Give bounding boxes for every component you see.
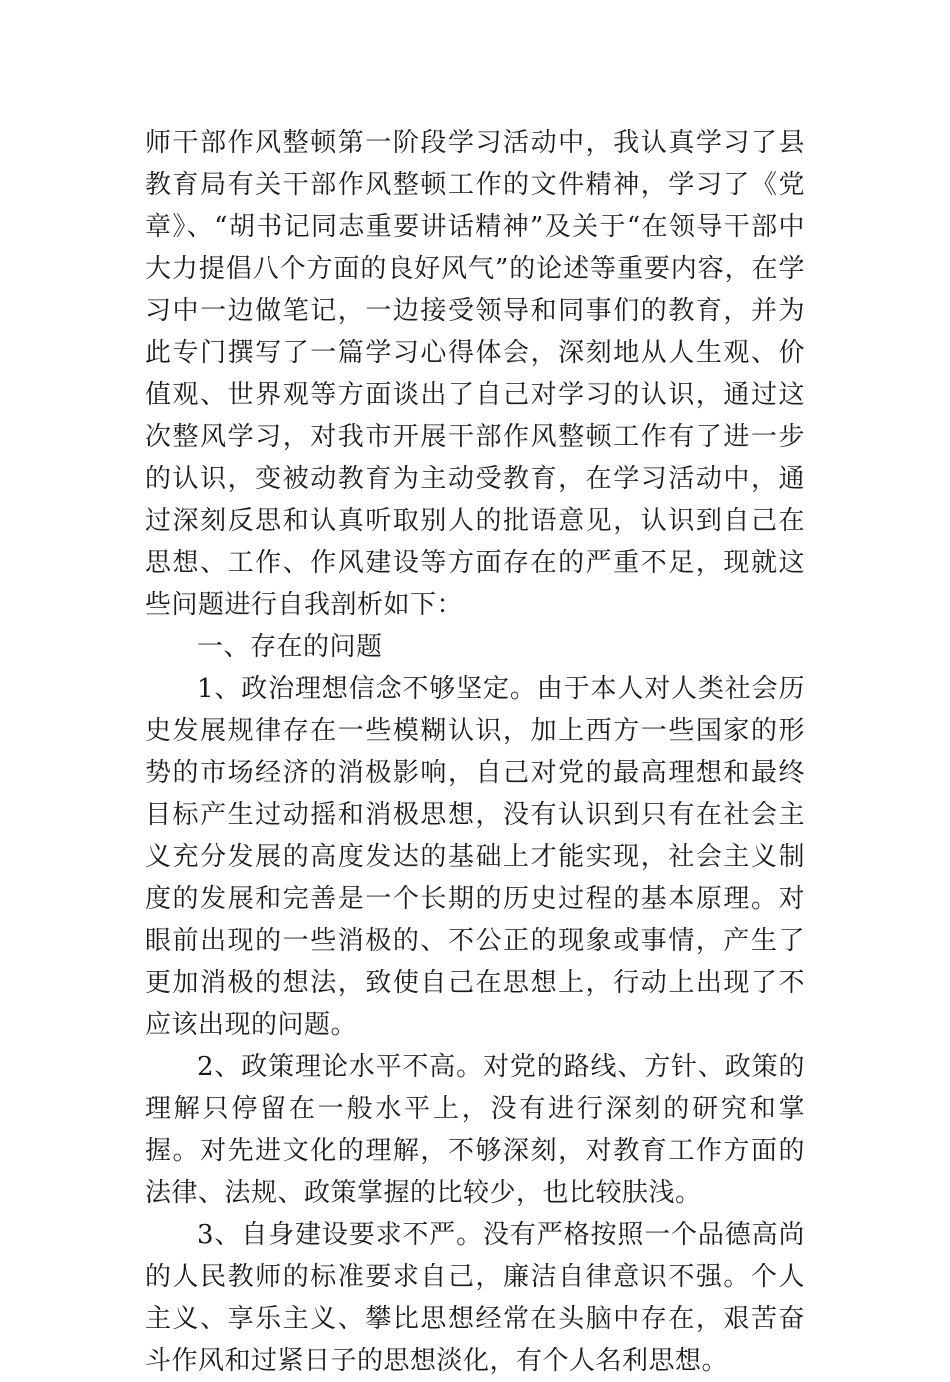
document-body (145, 122, 805, 1382)
paragraph-item-1: 1、政治理想信念不够坚定。由于本人对人类社会历史发展规律存在一些模糊认识，加上西方一些国家的形势的市场经济的消极影响，自己对党的最高理想和最终目标产生过动摇和消极思想，没有认识到只有在社会主义充分发展的高度发达的基础上才能实现，社会主义制度的发展和完善是一个长期的历史过程的基本原理。对眼前出现的一些消极的、不公正的现象或事情，产生了更加消极的想法，致使自己在思想上，行动上出现了不应该出现的问题。 (145, 674, 805, 1040)
paragraph-item-3: 3、自身建设要求不严。没有严格按照一个品德高尚的人民教师的标准要求自己，廉洁自律意识不强。个人主义、享乐主义、攀比思想经常在头脑中存在，艰苦奋斗作风和过紧日子的思想淡化，有个人名利思想。 (145, 1220, 805, 1376)
section-heading-problems: 一、存在的问题 (197, 632, 383, 662)
paragraph-item-2: 2、政策理论水平不高。对党的路线、方针、政策的理解只停留在一般水平上，没有进行深刻的研究和掌握。对先进文化的理解，不够深刻，对教育工作方面的法律、法规、政策掌握的比较少，也比较肤浅。 (145, 1052, 805, 1208)
paragraph-intro-continued: 师干部作风整顿第一阶段学习活动中，我认真学习了县教育局有关干部作风整顿工作的文件精神，学习了《党章》、“胡书记同志重要讲话精神”及关于“在领导干部中大力提倡八个方面的良好风气”的论述等重要内容，在学习中一边做笔记，一边接受领导和同事们的教育，并为此专门撰写了一篇学习心得体会，深刻地从人生观、价值观、世界观等方面谈出了自己对学习的认识，通过这次整风学习，对我市开展干部作风整顿工作有了进一步的认识，变被动教育为主动受教育，在学习活动中，通过深刻反思和认真听取别人的批语意见，认识到自己在思想、工作、作风建设等方面存在的严重不足，现就这些问题进行自我剖析如下： (145, 128, 805, 620)
